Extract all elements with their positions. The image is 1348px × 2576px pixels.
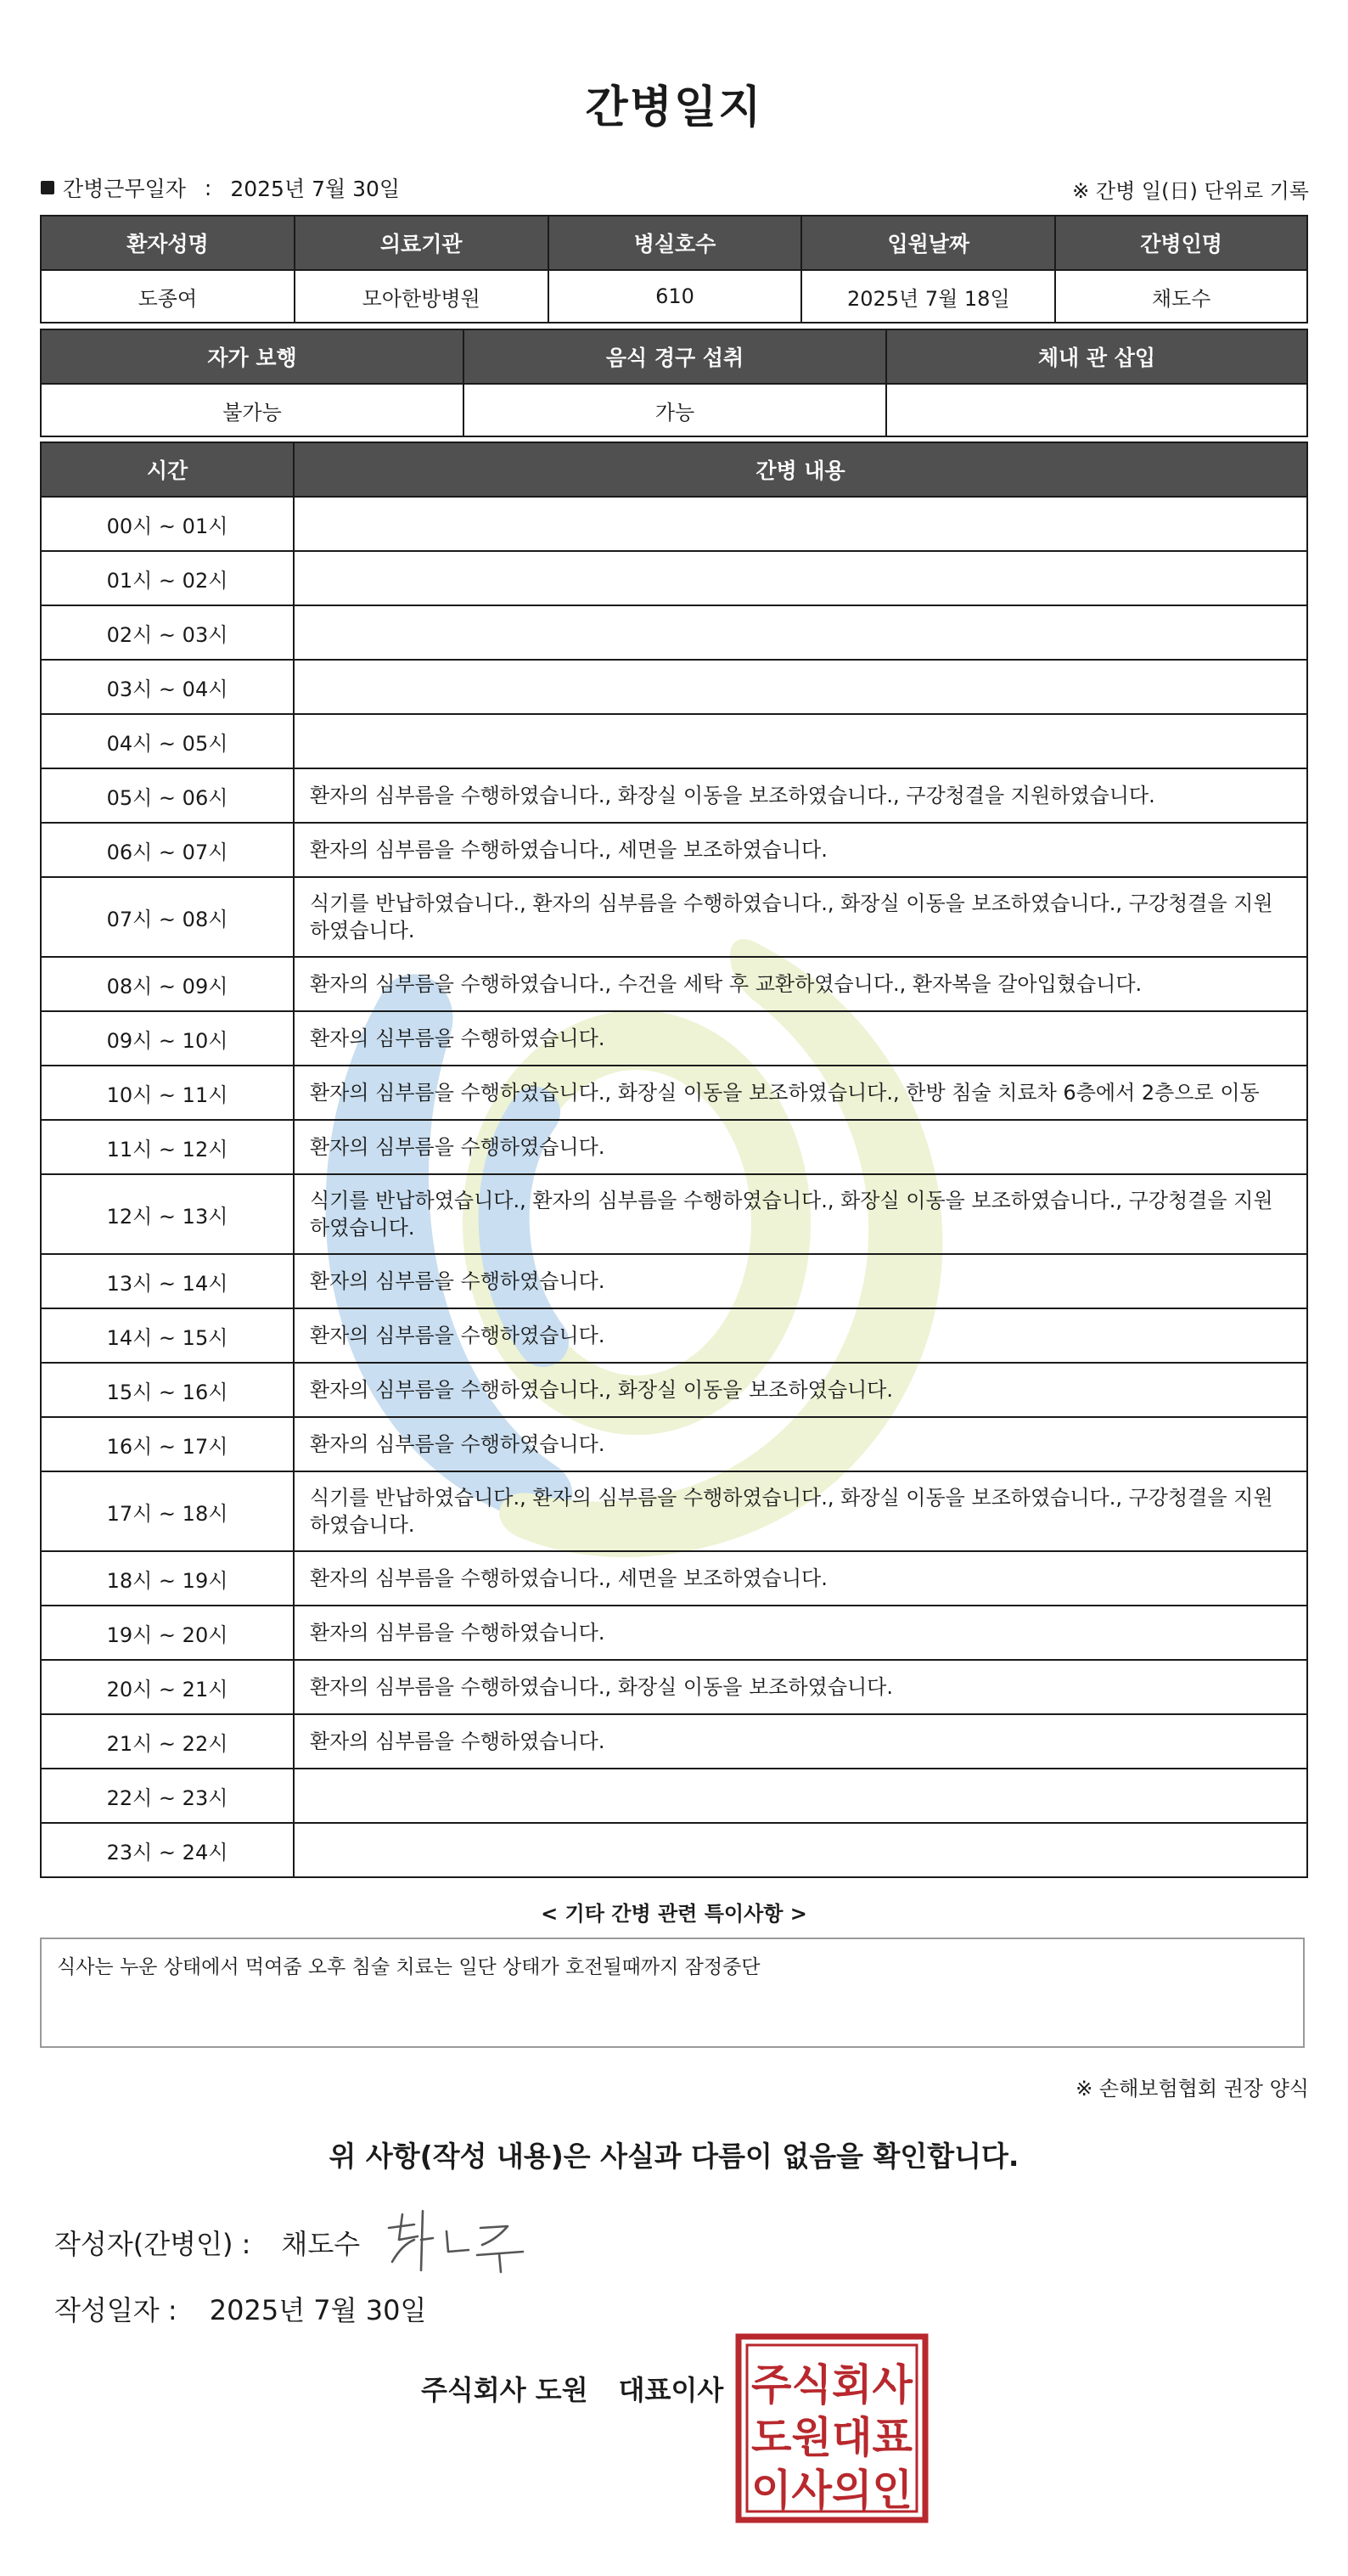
log-time: 18시 ~ 19시 [40,1550,293,1605]
log-time: 15시 ~ 16시 [40,1362,293,1416]
log-content: 식기를 반납하였습니다., 환자의 심부름을 수행하였습니다., 화장실 이동을 보조하였습니다., 구강청결을 지원하였습니다. [293,876,1308,956]
log-content: 환자의 심부름을 수행하였습니다., 수건을 세탁 후 교환하였습니다., 환자복을 갈아입혔습니다. [293,956,1308,1010]
log-row [40,1659,1308,1713]
association-form-note: ※ 손해보험협회 권장 양식 [1076,2077,1309,2101]
log-row [40,496,1308,550]
header-admission-date: 입원날짜 [800,215,1054,269]
patient-header-row [40,215,1308,269]
header-care-content: 간병 내용 [293,442,1308,496]
log-content: 환자의 심부름을 수행하였습니다. [293,1713,1308,1768]
log-row [40,1416,1308,1471]
log-row [40,1253,1308,1308]
log-content: 환자의 심부름을 수행하였습니다., 화장실 이동을 보조하였습니다., 한방 침술 치료차 6층에서 2층으로 이동 [293,1065,1308,1119]
log-row [40,1713,1308,1768]
log-time: 03시 ~ 04시 [40,659,293,713]
confirmation-statement: 위 사항(작성 내용)은 사실과 다름이 없음을 확인합니다. [329,2140,1019,2173]
log-content: 환자의 심부름을 수행하였습니다. [293,1416,1308,1471]
seal-line-1: 주식회사 [751,2360,913,2410]
log-time: 10시 ~ 11시 [40,1065,293,1119]
log-time: 00시 ~ 01시 [40,496,293,550]
ability-header-row [40,329,1308,383]
log-time: 08시 ~ 09시 [40,956,293,1010]
author-label: 작성자(간병인) : [54,2228,251,2260]
log-time: 09시 ~ 10시 [40,1010,293,1065]
log-time: 01시 ~ 02시 [40,550,293,605]
seal-line-2: 도원대표 [751,2413,913,2462]
log-row [40,1119,1308,1173]
log-row [40,1605,1308,1659]
log-content [293,550,1308,605]
caregiver-name: 채도수 [1054,269,1308,323]
written-date-line [54,2289,426,2328]
handwritten-signature [380,2202,533,2279]
log-time: 11시 ~ 12시 [40,1119,293,1173]
log-content: 환자의 심부름을 수행하였습니다., 세면을 보조하였습니다. [293,1550,1308,1605]
header-patient-name: 환자성명 [40,215,294,269]
company-signature-line [421,2369,723,2408]
record-unit-note: ※ 간병 일(日) 단위로 기록 [1072,179,1309,203]
log-time: 19시 ~ 20시 [40,1605,293,1659]
log-time: 20시 ~ 21시 [40,1659,293,1713]
hospital-name: 모아한방병원 [294,269,548,323]
log-content [293,1822,1308,1878]
work-date-label: 간병근무일자 [63,177,186,201]
written-date-label: 작성일자 : [54,2294,177,2326]
log-row [40,659,1308,713]
special-notes-box: 식사는 누운 상태에서 먹여줌 오후 침술 치료는 일단 상태가 호전될때까지 잠정중단 [40,1938,1305,2048]
special-notes-title: < 기타 간병 관련 특이사항 > [541,1902,807,1926]
log-time: 04시 ~ 05시 [40,713,293,768]
log-time: 22시 ~ 23시 [40,1768,293,1822]
company-title: 대표이사 [618,2374,724,2406]
log-content [293,713,1308,768]
log-row [40,713,1308,768]
log-header-row [40,442,1308,496]
log-row [40,1822,1308,1878]
log-content: 식기를 반납하였습니다., 환자의 심부름을 수행하였습니다., 화장실 이동을 보조하였습니다., 구강청결을 지원하였습니다. [293,1471,1308,1550]
author-name: 채도수 [281,2228,361,2260]
log-row [40,1768,1308,1822]
log-content: 식기를 반납하였습니다., 환자의 심부름을 수행하였습니다., 화장실 이동을 보조하였습니다., 구강청결을 지원하였습니다. [293,1173,1308,1253]
log-row [40,1362,1308,1416]
work-date-line [41,172,400,203]
log-content: 환자의 심부름을 수행하였습니다. [293,1010,1308,1065]
tube-insertion-value [885,383,1308,437]
log-row [40,876,1308,956]
log-content: 환자의 심부름을 수행하였습니다. [293,1253,1308,1308]
log-row [40,1308,1308,1362]
log-time: 17시 ~ 18시 [40,1471,293,1550]
written-date-value: 2025년 7월 30일 [209,2294,427,2326]
header-self-walking: 자가 보행 [40,329,463,383]
log-time: 14시 ~ 15시 [40,1308,293,1362]
log-time: 05시 ~ 06시 [40,768,293,822]
log-content: 환자의 심부름을 수행하였습니다. [293,1605,1308,1659]
oral-intake-value: 가능 [463,383,885,437]
log-time: 16시 ~ 17시 [40,1416,293,1471]
patient-name: 도종여 [40,269,294,323]
header-hospital: 의료기관 [294,215,548,269]
room-number: 610 [548,269,801,323]
header-tube-insertion: 체내 관 삽입 [885,329,1308,383]
log-row [40,1065,1308,1119]
log-content: 환자의 심부름을 수행하였습니다., 세면을 보조하였습니다. [293,822,1308,876]
log-time: 02시 ~ 03시 [40,605,293,659]
log-content: 환자의 심부름을 수행하였습니다. [293,1119,1308,1173]
admission-date: 2025년 7월 18일 [800,269,1054,323]
log-content: 환자의 심부름을 수행하였습니다., 화장실 이동을 보조하였습니다. [293,1362,1308,1416]
log-content [293,659,1308,713]
log-time: 23시 ~ 24시 [40,1822,293,1878]
log-content: 환자의 심부름을 수행하였습니다., 화장실 이동을 보조하였습니다., 구강청결을 지원하였습니다. [293,768,1308,822]
bullet-square-icon [41,181,54,194]
log-row [40,1010,1308,1065]
log-row [40,768,1308,822]
patient-value-row [40,269,1308,323]
log-content [293,1768,1308,1822]
log-time: 21시 ~ 22시 [40,1713,293,1768]
self-walking-value: 불가능 [40,383,463,437]
patient-info-table [40,215,1308,323]
log-row [40,956,1308,1010]
header-room-number: 병실호수 [548,215,801,269]
log-time: 12시 ~ 13시 [40,1173,293,1253]
log-rows [40,496,1308,1878]
log-time: 13시 ~ 14시 [40,1253,293,1308]
log-row [40,550,1308,605]
log-row [40,1471,1308,1550]
company-seal-stamp [733,2331,930,2525]
header-oral-intake: 음식 경구 섭취 [463,329,885,383]
log-row [40,1173,1308,1253]
log-time: 06시 ~ 07시 [40,822,293,876]
company-name: 주식회사 도원 [421,2374,588,2406]
log-content [293,496,1308,550]
work-date-value: 2025년 7월 30일 [230,177,401,201]
log-time: 07시 ~ 08시 [40,876,293,956]
log-row [40,1550,1308,1605]
log-content [293,605,1308,659]
log-content: 환자의 심부름을 수행하였습니다., 화장실 이동을 보조하였습니다. [293,1659,1308,1713]
document-title: 간병일지 [585,82,763,133]
work-date-separator: : [204,175,212,200]
seal-line-3: 이사의인 [751,2466,913,2515]
log-row [40,605,1308,659]
log-row [40,822,1308,876]
header-time: 시간 [40,442,293,496]
ability-value-row [40,383,1308,437]
author-line [54,2223,360,2262]
log-content: 환자의 심부름을 수행하였습니다. [293,1308,1308,1362]
patient-ability-table [40,329,1308,437]
header-caregiver-name: 간병인명 [1054,215,1308,269]
hourly-care-log-table [40,442,1308,1878]
